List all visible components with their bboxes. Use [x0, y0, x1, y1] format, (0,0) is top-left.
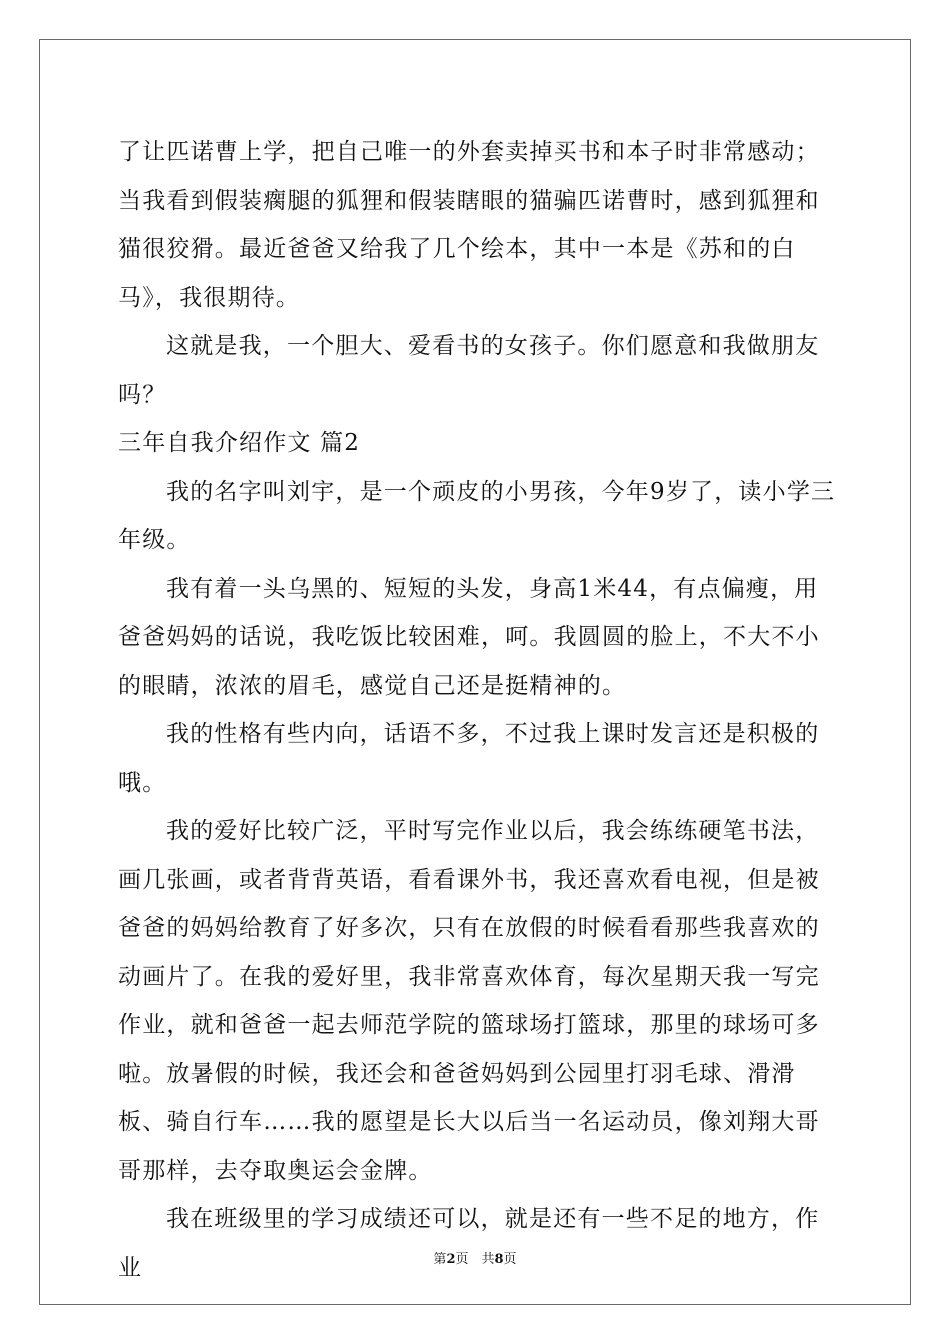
current-page-number: 2 [446, 1252, 456, 1267]
paragraph-continued: 了让匹诺曹上学，把自己唯一的外套卖掉买书和本子时非常感动；当我看到假装瘸腿的狐狸和假装瞎眼的猫骗匹诺曹时，感到狐狸和猫很狡猾。最近爸爸又给我了几个绘本，其中一本是《苏和的白马》，我很期待。 [118, 139, 820, 311]
section-heading: 三年自我介绍作文 篇2 [118, 430, 361, 456]
paragraph: 我的爱好比较广泛，平时写完作业以后，我会练练硬笔书法，画几张画，或者背背英语，看看课外书，我还喜欢看电视，但是被爸爸的妈妈给教育了好多次，只有在放假的时候看看那些我喜欢的动画片了。在我的爱好里，我非常喜欢体育，每次星期天我一写完作业，就和爸爸一起去师范学院的篮球场打篮球，那里的球场可多啦。放暑假的时候，我还会和爸爸妈妈到公园里打羽毛球、滑滑板、骑自行车……我的愿望是长大以后当一名运动员，像刘翔大哥哥那样，去夺取奥运会金牌。 [118, 818, 820, 1184]
paragraph: 我的名字叫刘宇，是一个顽皮的小男孩，今年9岁了，读小学三年级。 [118, 478, 836, 553]
total-page-number: 8 [494, 1252, 504, 1267]
footer-mid: 页 共 [455, 1252, 495, 1267]
paragraph: 这就是我，一个胆大、爱看书的女孩子。你们愿意和我做朋友吗？ [118, 333, 820, 408]
paragraph: 我的性格有些内向，话语不多，不过我上课时发言还是积极的哦。 [118, 721, 820, 796]
page-footer [0, 1248, 950, 1267]
paragraph: 我有着一头乌黑的、短短的头发，身高1米44，有点偏瘦，用爸爸妈妈的话说，我吃饭比较困难，呵。我圆圆的脸上，不大不小的眼睛，浓浓的眉毛，感觉自己还是挺精神的。 [118, 575, 820, 699]
footer-prefix: 第 [433, 1252, 447, 1267]
footer-suffix: 页 [503, 1252, 517, 1267]
document-body [118, 128, 838, 1292]
paragraph: 我在班级里的学习成绩还可以，就是还有一些不足的地方，作业 [118, 1206, 820, 1281]
